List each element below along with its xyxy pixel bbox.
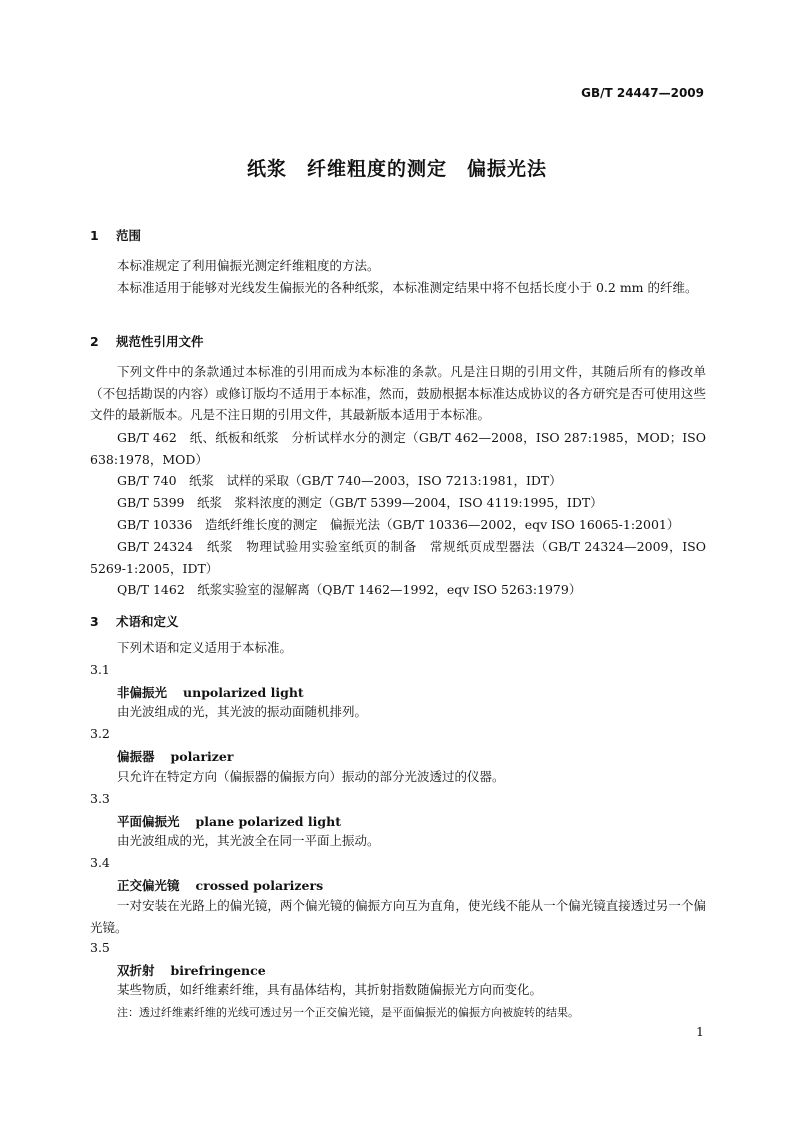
paragraph: 下列文件中的条款通过本标准的引用而成为本标准的条款。凡是注日期的引用文件，其随后所有的修改单（不包括勘误的内容）或修订版均不适用于本标准，然而，鼓励根据本标准达成协议的各方研究是否可使用这些文件的最新版本。凡是不注日期的引用文件，其最新版本适用于本标准。 (90, 364, 706, 423)
term-heading (117, 876, 323, 894)
reference-item: GB/T 5399 纸浆 浆料浓度的测定（GB/T 5399—2004，ISO 4119:1995，IDT） (117, 495, 603, 510)
paragraph: 本标准规定了利用偏振光测定纤维粗度的方法。 (117, 258, 380, 273)
term-heading (117, 683, 304, 701)
term-number: 3.4 (90, 855, 110, 870)
term-en: crossed polarizers (195, 878, 324, 893)
term-heading (117, 812, 341, 830)
section-number: 1 (90, 228, 99, 243)
term-en: unpolarized light (183, 685, 304, 700)
note: 注：透过纤维素纤维的光线可透过另一个正交偏光镜，是平面偏振光的偏振方向被旋转的结果。 (117, 1006, 579, 1019)
term-heading (117, 961, 266, 979)
term-heading (117, 747, 233, 765)
term-zh: 平面偏振光 (117, 814, 180, 829)
term-number: 3.5 (90, 940, 110, 955)
section-1-heading (90, 226, 141, 244)
term-en: birefringence (170, 963, 266, 978)
term-zh: 非偏振光 (117, 685, 168, 700)
reference-item: GB/T 10336 造纸纤维长度的测定 偏振光法（GB/T 10336—2002，eqv ISO 16065-1:2001） (117, 517, 680, 532)
section-number: 2 (90, 334, 99, 349)
term-definition: 只允许在特定方向（偏振器的偏振方向）振动的部分光波透过的仪器。 (117, 769, 505, 784)
term-zh: 双折射 (117, 963, 155, 978)
page-title: 纸浆 纤维粗度的测定 偏振光法 (246, 158, 547, 180)
term-number: 3.3 (90, 791, 110, 806)
section-number: 3 (90, 614, 99, 629)
term-definition: 一对安装在光路上的偏光镜，两个偏光镜的偏振方向互为直角，使光线不能从一个偏光镜直接透过另一个偏光镜。 (90, 898, 706, 935)
section-title: 规范性引用文件 (116, 334, 204, 349)
term-en: polarizer (170, 749, 234, 764)
page-number: 1 (696, 1024, 704, 1039)
term-number: 3.2 (90, 726, 110, 741)
section-2-heading (90, 332, 204, 350)
section-3-heading (90, 612, 179, 630)
section-title: 术语和定义 (116, 614, 179, 629)
reference-item: GB/T 740 纸浆 试样的采取（GB/T 740—2003，ISO 7213:1981，IDT） (117, 473, 562, 488)
term-zh: 偏振器 (117, 749, 155, 764)
term-en: plane polarized light (195, 814, 341, 829)
section-title: 范围 (116, 228, 142, 243)
reference-item: QB/T 1462 纸浆实验室的湿解离（QB/T 1462—1992，eqv ISO 5263:1979） (117, 582, 582, 597)
reference-item: GB/T 462 纸、纸板和纸浆 分析试样水分的测定（GB/T 462—2008，ISO 287:1985，MOD；ISO 638:1978，MOD） (90, 430, 706, 467)
term-zh: 正交偏光镜 (117, 878, 180, 893)
term-definition: 某些物质，如纤维素纤维，具有晶体结构，其折射指数随偏振光方向而变化。 (117, 982, 543, 997)
term-definition: 由光波组成的光，其光波的振动面随机排列。 (117, 704, 368, 719)
paragraph: 下列术语和定义适用于本标准。 (117, 640, 293, 655)
term-definition: 由光波组成的光，其光波全在同一平面上振动。 (117, 833, 380, 848)
reference-item: GB/T 24324 纸浆 物理试验用实验室纸页的制备 常规纸页成型器法（GB/T 24324—2009，ISO 5269-1:2005，IDT） (90, 539, 706, 576)
term-number: 3.1 (90, 662, 110, 677)
standard-number-header: GB/T 24447—2009 (581, 86, 704, 100)
paragraph: 本标准适用于能够对光线发生偏振光的各种纸浆，本标准测定结果中将不包括长度小于 0.2 mm 的纤维。 (117, 280, 698, 295)
